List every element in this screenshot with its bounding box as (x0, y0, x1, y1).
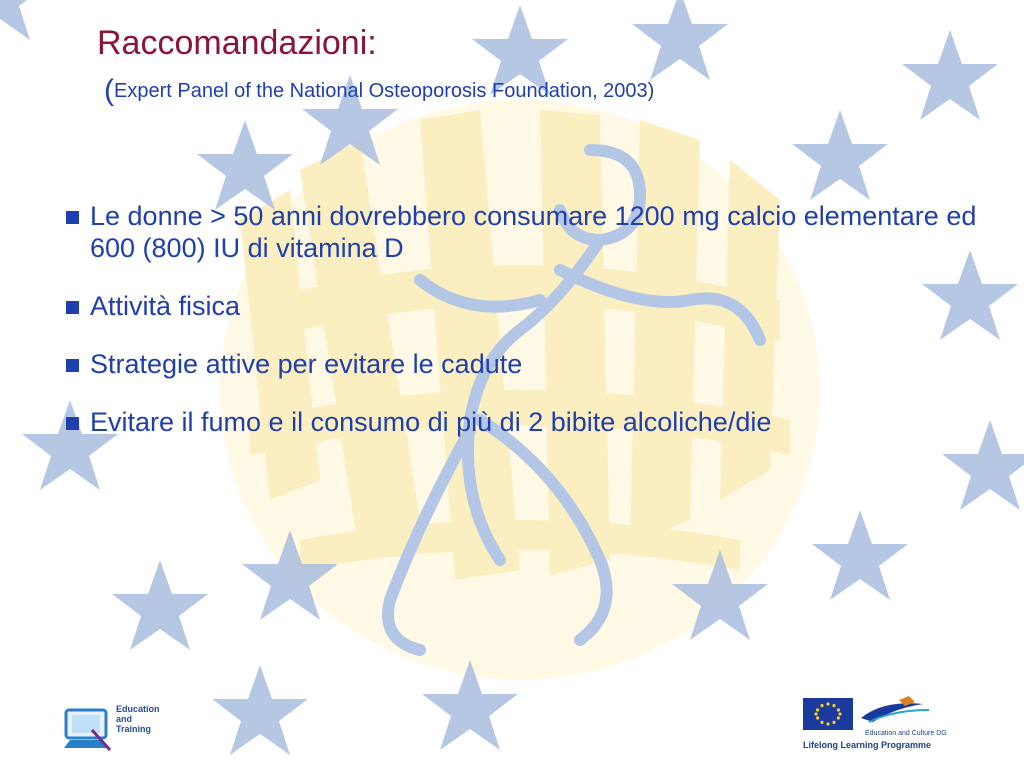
slide-title: Raccomandazioni: (97, 24, 377, 62)
eu-flag-icon (803, 694, 933, 734)
subtitle-paren: ( (104, 74, 114, 107)
computer-icon (62, 700, 116, 754)
recommendation-list (62, 200, 992, 464)
list-item-text: Attività fisica (90, 291, 241, 321)
education-training-logo (62, 700, 172, 754)
list-item (62, 348, 992, 380)
list-item-text: Strategie attive per evitare le cadute (90, 349, 523, 379)
subtitle-text: Expert Panel of the National Osteoporosis Foundation, 2003) (114, 80, 655, 102)
eu-programme-logo (803, 694, 947, 754)
list-item-text: Le donne > 50 anni dovrebbero consumare 1200 mg calcio elementare ed 600 (800) IU di vitamina D (90, 201, 977, 263)
bullet-square-icon (66, 359, 79, 372)
list-item (62, 200, 992, 264)
list-item (62, 406, 992, 438)
bullet-square-icon (66, 301, 79, 314)
list-item (62, 290, 992, 322)
programme-label: Lifelong Learning Programme (803, 740, 932, 750)
dg-label: Education and Culture DG (865, 730, 947, 737)
education-training-label: Education and Training (116, 704, 160, 734)
bullet-square-icon (66, 211, 79, 224)
bullet-square-icon (66, 417, 79, 430)
slide-subtitle (104, 74, 654, 108)
list-item-text: Evitare il fumo e il consumo di più di 2 bibite alcoliche/die (90, 407, 772, 437)
